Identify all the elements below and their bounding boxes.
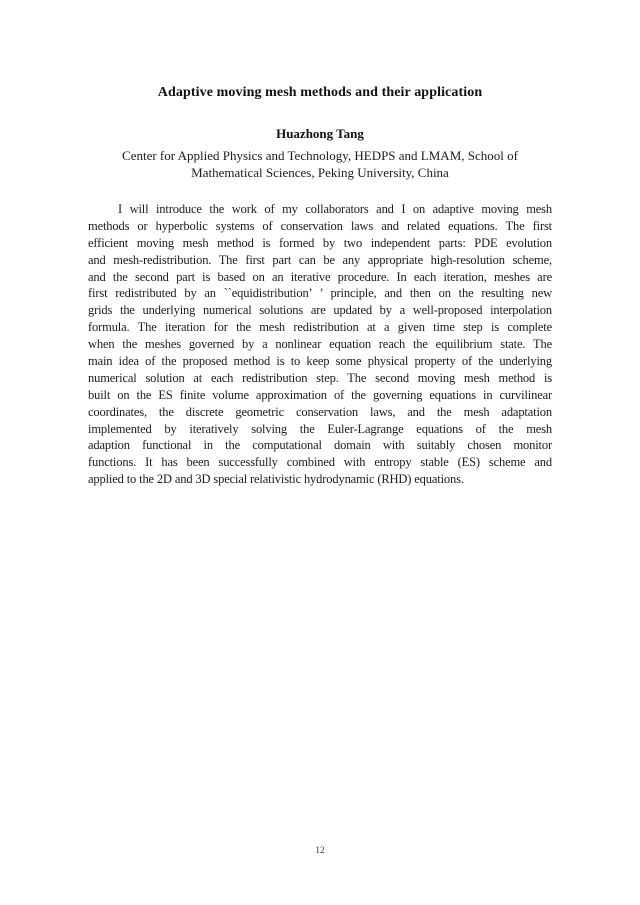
abstract-line: efficient moving mesh method is formed by two independent parts: PDE evolution xyxy=(88,235,552,250)
abstract-line: methods or hyperbolic systems of conservation laws and related equations. The first xyxy=(88,218,552,233)
abstract-line: grids the underlying numerical solutions are updated by a well-proposed interpolation xyxy=(88,303,552,318)
abstract-line: functions. It has been successfully combined with entropy stable (ES) scheme and xyxy=(88,455,552,470)
author-name: Huazhong Tang xyxy=(276,126,364,141)
abstract-line: implemented by iteratively solving the Euler-Lagrange equations of the mesh xyxy=(88,421,552,436)
abstract-line: when the meshes governed by a nonlinear equation reach the equilibrium state. The xyxy=(88,337,552,352)
abstract-line: and mesh-redistribution. The first part can be any appropriate high-resolution scheme, xyxy=(88,252,552,267)
affiliation-line-2: Mathematical Sciences, Peking University, China xyxy=(191,165,449,181)
affiliation xyxy=(0,147,640,182)
abstract-line: numerical solution at each redistribution step. The second moving mesh method is xyxy=(88,370,552,385)
affiliation-line-1: Center for Applied Physics and Technology, HEDPS and LMAM, School of xyxy=(122,148,518,163)
abstract-line: and the second part is based on an iterative procedure. In each iteration, meshes are xyxy=(88,269,552,284)
abstract-line: coordinates, the discrete geometric conservation laws, and the mesh adaptation xyxy=(88,404,552,419)
abstract-line: applied to the 2D and 3D special relativistic hydrodynamic (RHD) equations. xyxy=(88,472,464,487)
abstract-line: formula. The iteration for the mesh redistribution at a given time step is complete xyxy=(88,320,552,335)
page-number: 12 xyxy=(315,846,325,856)
abstract-title: Adaptive moving mesh methods and their application xyxy=(157,85,483,100)
abstract-body xyxy=(88,201,552,488)
abstract-line: adaption functional in the computational domain with suitably chosen monitor xyxy=(88,438,552,453)
abstract-line: I will introduce the work of my collaborators and I on adaptive moving mesh xyxy=(118,202,552,216)
abstract-line: main idea of the proposed method is to keep some physical property of the underlying xyxy=(88,354,552,369)
abstract-line: first redistributed by an ``equidistribution’ ’ principle, and then on the resulting new xyxy=(88,286,552,301)
abstract-line: built on the ES finite volume approximation of the governing equations in curvilinear xyxy=(88,387,552,402)
